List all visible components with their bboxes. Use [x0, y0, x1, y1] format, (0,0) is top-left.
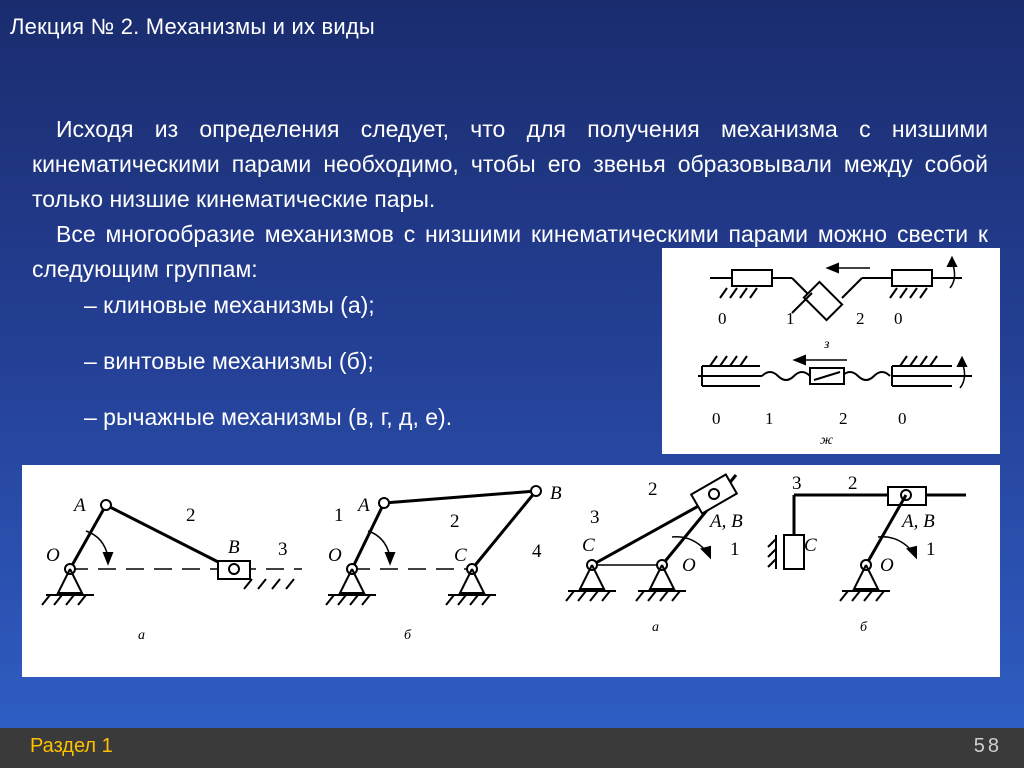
paragraph-definition: Исходя из определения следует, что для получения механизма с низшими кинематическими парами необходимо, чтобы его звенья образовывали между собой только низшие кинематические пары.: [32, 116, 988, 212]
figure-wedge-screw: [662, 248, 1000, 454]
fig-b-label-2: 2: [450, 511, 460, 532]
footer-section-label: Раздел 1: [30, 735, 113, 757]
paragraph-groups-text: Все многообразие механизмов с низшими кинематическими парами можно свести к следующим группам:: [32, 221, 988, 282]
fig-b-label-O: O: [328, 545, 342, 566]
fig-b-label-1: 1: [334, 505, 344, 526]
fig-d-label-1: 1: [926, 539, 936, 560]
fig-r-bottom-label-1: 1: [765, 409, 774, 428]
fig-d-label-AB: A, B: [902, 511, 935, 532]
fig-c-label-2: 2: [648, 479, 658, 500]
fig-r-top-label-0: 0: [718, 309, 727, 328]
footer-bar: [0, 728, 1024, 768]
fig-d-caption: б: [860, 620, 868, 635]
fig-c-label-3: 3: [590, 507, 600, 528]
fig-r-bottom-label-0: 0: [712, 409, 721, 428]
list-item-screw: – винтовые механизмы (б);: [84, 348, 374, 374]
fig-c-label-AB: A, B: [710, 511, 743, 532]
fig-c-caption: а: [652, 620, 659, 635]
fig-d-label-C: C: [804, 535, 817, 556]
fig-r-top-label-3: 0: [894, 309, 903, 328]
list-item-lever: – рычажные механизмы (в, г, д, е).: [84, 404, 453, 430]
fig-d-label-3: 3: [792, 473, 802, 494]
fig-a-label-A: A: [74, 495, 86, 516]
page-number: 58: [973, 735, 1002, 757]
lever-mechanisms-diagram: [22, 465, 1000, 677]
fig-b-label-B: B: [550, 483, 562, 504]
fig-c-label-O: O: [682, 555, 696, 576]
fig-c-label-C: C: [582, 535, 595, 556]
figure-lever-mechanisms: [22, 465, 1000, 677]
slide-title: Лекция № 2. Механизмы и их виды: [10, 14, 375, 39]
fig-c-label-1: 1: [730, 539, 740, 560]
fig-r-bottom-caption: ж: [820, 433, 834, 448]
fig-a-label-B: B: [228, 537, 240, 558]
fig-a-label-O: O: [46, 545, 60, 566]
fig-r-top-label-2: 2: [856, 309, 865, 328]
fig-a-caption: а: [138, 628, 145, 643]
fig-b-label-C: C: [454, 545, 467, 566]
wedge-screw-diagram: [662, 248, 1000, 454]
fig-d-label-O: O: [880, 555, 894, 576]
fig-a-label-2: 2: [186, 505, 196, 526]
fig-a-label-3: 3: [278, 539, 288, 560]
mechanism-list: [84, 290, 452, 458]
fig-r-top-caption: з: [824, 337, 830, 352]
fig-r-bottom-label-2: 2: [839, 409, 848, 428]
fig-b-label-A: A: [358, 495, 370, 516]
list-item-wedge: – клиновые механизмы (а);: [84, 292, 375, 318]
fig-b-label-4: 4: [532, 541, 542, 562]
fig-r-bottom-label-3: 0: [898, 409, 907, 428]
fig-r-top-label-1: 1: [786, 309, 795, 328]
fig-b-caption: б: [404, 628, 412, 643]
fig-d-label-2: 2: [848, 473, 858, 494]
